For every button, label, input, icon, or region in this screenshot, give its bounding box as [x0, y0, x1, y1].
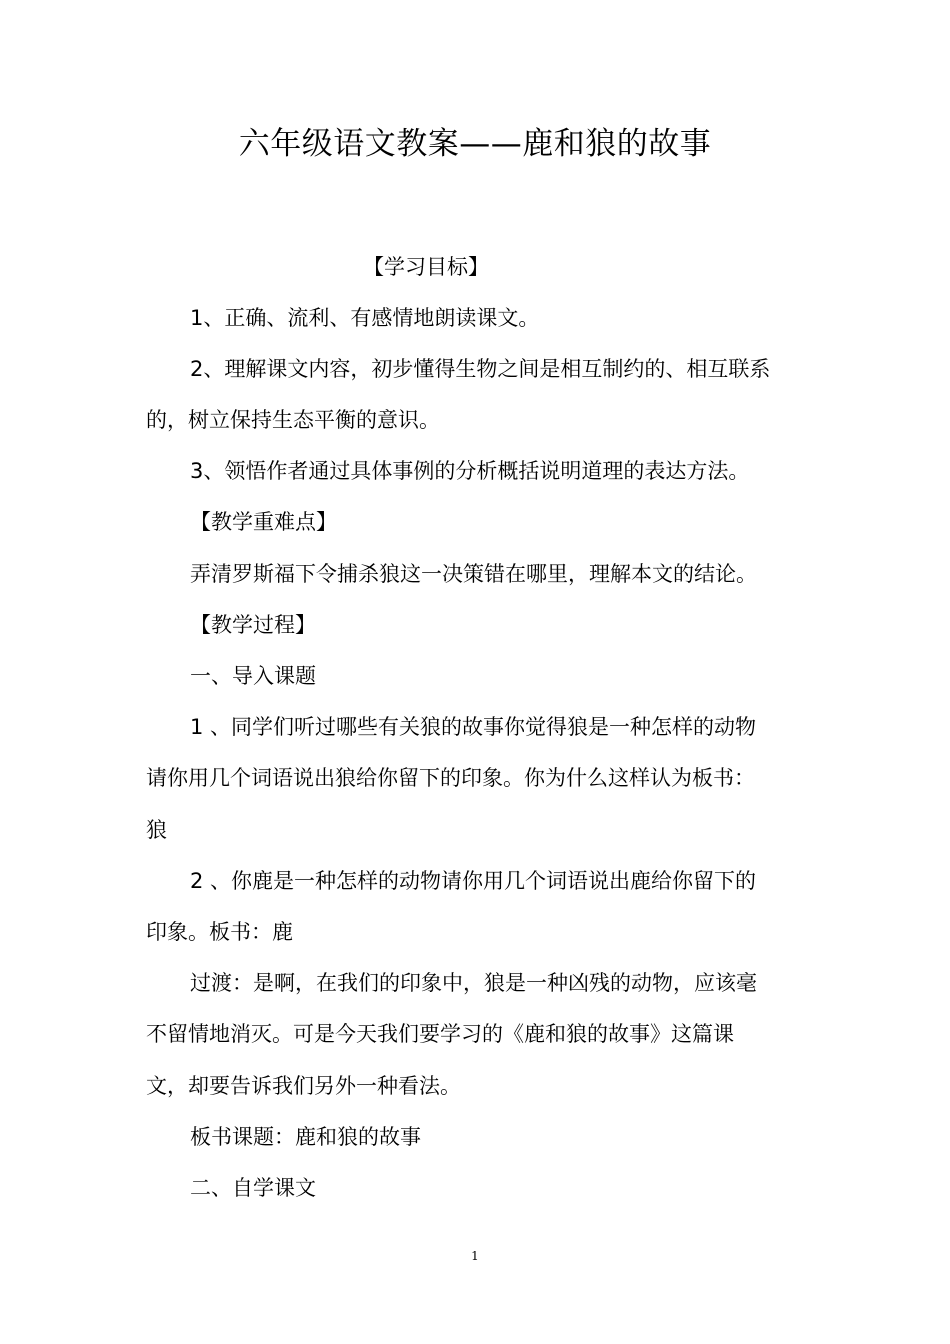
paragraph-transition-cont: 不留情地消灭。可是今天我们要学习的《鹿和狼的故事》这篇课 [146, 1022, 734, 1046]
paragraph-intro-1-cont: 请你用几个词语说出狼给你留下的印象。你为什么这样认为板书： [146, 766, 755, 790]
paragraph-intro-1: 1 、同学们听过哪些有关狼的故事你觉得狼是一种怎样的动物 [190, 715, 757, 739]
page-number: 1 [471, 1249, 479, 1263]
section-heading-key-points: 【教学重难点】 [190, 510, 337, 534]
section-heading-learning-goals: 【学习目标】 [363, 255, 489, 279]
paragraph-transition-end: 文，却要告诉我们另外一种看法。 [146, 1074, 461, 1098]
paragraph-intro-1-end: 狼 [146, 818, 167, 842]
subheading-intro: 一、导入课题 [190, 664, 316, 688]
paragraph-board-title: 板书课题：鹿和狼的故事 [190, 1125, 421, 1149]
paragraph-transition: 过渡：是啊，在我们的印象中，狼是一种凶残的动物，应该毫 [190, 971, 757, 995]
section-heading-process: 【教学过程】 [190, 613, 316, 637]
paragraph-goal-2-cont: 的，树立保持生态平衡的意识。 [146, 408, 440, 432]
subheading-self-study: 二、自学课文 [190, 1176, 316, 1200]
paragraph-goal-1: 1、正确、流利、有感情地朗读课文。 [190, 306, 540, 330]
paragraph-goal-3: 3、领悟作者通过具体事例的分析概括说明道理的表达方法。 [190, 459, 750, 483]
paragraph-intro-2-cont: 印象。板书：鹿 [146, 920, 293, 944]
paragraph-intro-2: 2 、你鹿是一种怎样的动物请你用几个词语说出鹿给你留下的 [190, 869, 757, 893]
paragraph-key-points: 弄清罗斯福下令捕杀狼这一决策错在哪里，理解本文的结论。 [190, 562, 757, 586]
page-title: 六年级语文教案——鹿和狼的故事 [238, 126, 712, 162]
paragraph-goal-2: 2、理解课文内容，初步懂得生物之间是相互制约的、相互联系 [190, 357, 771, 381]
